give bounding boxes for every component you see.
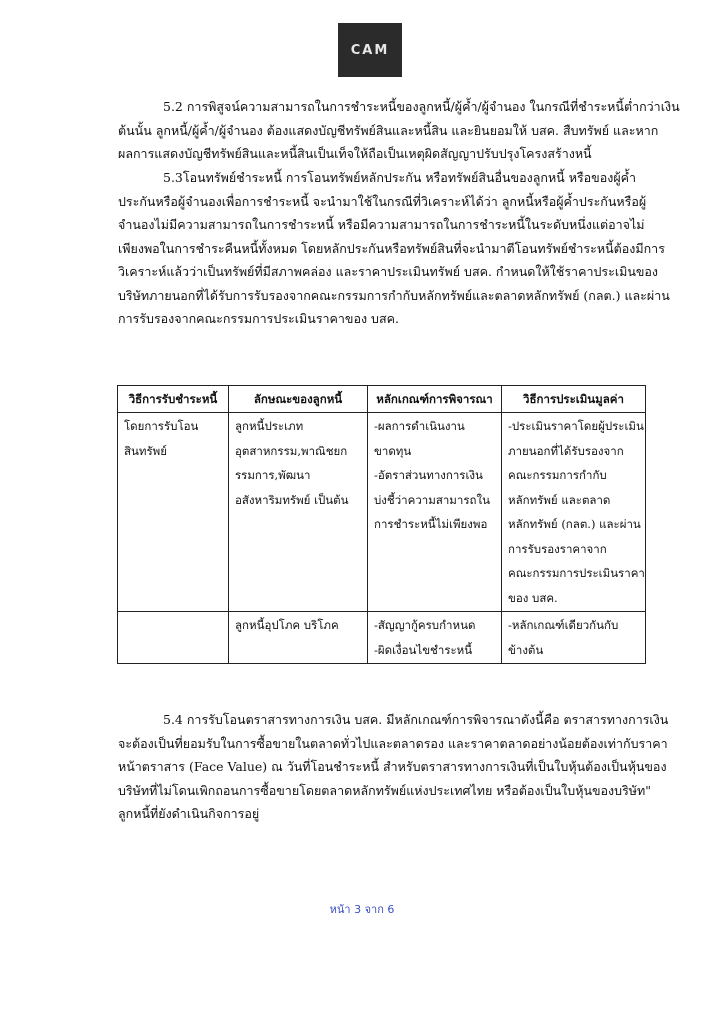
debt-settlement-table xyxy=(117,385,646,664)
cell-line: อุตสาหกรรม,พาณิชยก xyxy=(235,443,348,458)
text-line: จำนองไม่มีความสามารถในการชำระหนี้ หรือมีความสามารถในการชำระหนี้ในระดับหนึ่งแต่อาจไม่ xyxy=(118,217,645,232)
table-cell xyxy=(502,612,646,664)
text-line: เพียงพอในการชำระคืนหนี้ทั้งหมด โดยหลักประกันหรือทรัพย์สินที่จะนำมาตีโอนทรัพย์ชำระหนี้ต้องมีการ xyxy=(118,240,665,256)
cell-line: ข้างต้น xyxy=(508,642,544,657)
cell-line: -อัตราส่วนทางการเงิน xyxy=(374,468,483,482)
header-payment-method: วิธีการรับชำระหนี้ xyxy=(118,386,229,413)
logo-text: CAM xyxy=(350,42,390,58)
cell-line: ภายนอกที่ได้รับรองจาก xyxy=(508,443,624,458)
text-line: ประกันหรือผู้จำนองเพื่อการชำระหนี้ จะนำมาใช้ในกรณีที่วิเคราะห์ได้ว่า ลูกหนี้หรือผู้ค้ำประกันหรือผู้ xyxy=(118,193,647,209)
table-cell xyxy=(118,413,229,612)
paragraph-5-2 xyxy=(118,95,680,166)
cell-line: หลักทรัพย์ (กลต.) และผ่าน xyxy=(508,517,641,531)
text-line: 5.2 การพิสูจน์ความสามารถในการชำระหนี้ของลูกหนี้/ผู้ค้ำ/ผู้จำนอง ในกรณีที่ชำระหนี้ต่ำกว่าเงิน xyxy=(163,99,680,114)
text-line: 5.4 การรับโอนตราสารทางการเงิน บสค. มีหลักเกณฑ์การพิจารณาดังนี้คือ ตราสารทางการเงิน xyxy=(163,712,669,727)
cell-line: -ผลการดำเนินงาน xyxy=(374,419,465,433)
text-line: บริษัทที่ไม่โดนเพิกถอนการซื้อขายโดยตลาดหลักทรัพย์แห่งประเทศไทย หรือต้องเป็นใบหุ้นของบริษัท" xyxy=(118,782,652,798)
table-cell xyxy=(118,612,229,664)
header-debtor-type: ลักษณะของลูกหนี้ xyxy=(229,386,368,413)
table-header-row xyxy=(118,386,646,413)
table-cell xyxy=(368,612,502,664)
cell-line: คณะกรรมการกำกับ xyxy=(508,468,607,482)
table-row xyxy=(118,612,646,664)
paragraph-5-3 xyxy=(118,166,670,331)
cell-line: หลักทรัพย์ และตลาด xyxy=(508,492,611,507)
table-cell xyxy=(502,413,646,612)
text-line: วิเคราะห์แล้วว่าเป็นทรัพย์ที่มีสภาพคล่อง และราคาประเมินทรัพย์ บสค. กำหนดให้ใช้ราคาประเมินของ xyxy=(118,264,659,279)
text-line: ลูกหนี้ที่ยังดำเนินกิจการอยู่ xyxy=(118,806,260,821)
header-valuation-method: วิธีการประเมินมูลค่า xyxy=(502,386,646,413)
header-criteria: หลักเกณฑ์การพิจารณา xyxy=(368,386,502,413)
text-line: การรับรองจากคณะกรรมการประเมินราคาของ บสค. xyxy=(118,311,399,326)
text-line: ผลการแสดงบัญชีทรัพย์สินและหนี้สินเป็นเท็จให้ถือเป็นเหตุผิดสัญญาปรับปรุงโครงสร้างหนี้ xyxy=(118,146,592,161)
cell-line: การรับรองราคาจาก xyxy=(508,541,607,556)
cell-line: สินทรัพย์ xyxy=(124,443,167,458)
company-logo xyxy=(338,23,402,77)
cell-line: อสังหาริมทรัพย์ เป็นต้น xyxy=(235,492,349,507)
cell-line: -ประเมินราคาโดยผู้ประเมิน xyxy=(508,419,644,433)
text-line: หน้าตราสาร (Face Value) ณ วันที่โอนชำระหนี้ สำหรับตราสารทางการเงินที่เป็นใบหุ้นต้องเป็นหุ้นของ xyxy=(118,759,667,774)
cell-line: รรมการ,พัฒนา xyxy=(235,468,311,482)
text-line: จะต้องเป็นที่ยอมรับในการซื้อขายในตลาดทั่วไปและตลาดรอง และราคาตลาดอย่างน้อยต้องเท่ากับราคา xyxy=(118,735,668,751)
page-number: หน้า 3 จาก 6 xyxy=(329,903,395,916)
paragraph-5-4 xyxy=(118,708,669,826)
cell-line: -หลักเกณฑ์เดียวกันกับ xyxy=(508,618,619,632)
cell-line: ขาดทุน xyxy=(374,443,412,458)
cell-line: บ่งชี้ว่าความสามารถใน xyxy=(374,492,490,507)
cell-line: ลูกหนี้ประเภท xyxy=(235,419,304,433)
cell-line: การชำระหนี้ไม่เพียงพอ xyxy=(374,517,488,531)
text-line: บริษัทภายนอกที่ได้รับการรับรองจากคณะกรรมการกำกับหลักทรัพย์และตลาดหลักทรัพย์ (กลต.) และผ่าน xyxy=(118,287,670,303)
table-cell xyxy=(229,413,368,612)
text-line: 5.3โอนทรัพย์ชำระหนี้ การโอนทรัพย์หลักประกัน หรือทรัพย์สินอื่นของลูกหนี้ หรือของผู้ค้ำ xyxy=(163,170,637,185)
cell-line: ลูกหนี้อุปโภค บริโภค xyxy=(235,618,339,632)
cell-line: -สัญญากู้ครบกำหนด xyxy=(374,618,476,632)
table-cell xyxy=(368,413,502,612)
text-line: ต้นนั้น ลูกหนี้/ผู้ค้ำ/ผู้จำนอง ต้องแสดงบัญชีทรัพย์สินและหนี้สิน และยินยอมให้ บสค. สืบทรัพย์ และหาก xyxy=(118,122,659,138)
cell-line: คณะกรรมการประเมินราคา xyxy=(508,566,645,580)
table-row xyxy=(118,413,646,612)
table-cell xyxy=(229,612,368,664)
cell-line: โดยการรับโอน xyxy=(124,419,199,433)
cell-line: ของ บสค. xyxy=(508,590,558,605)
cell-line: -ผิดเงื่อนไขชำระหนี้ xyxy=(374,642,473,657)
